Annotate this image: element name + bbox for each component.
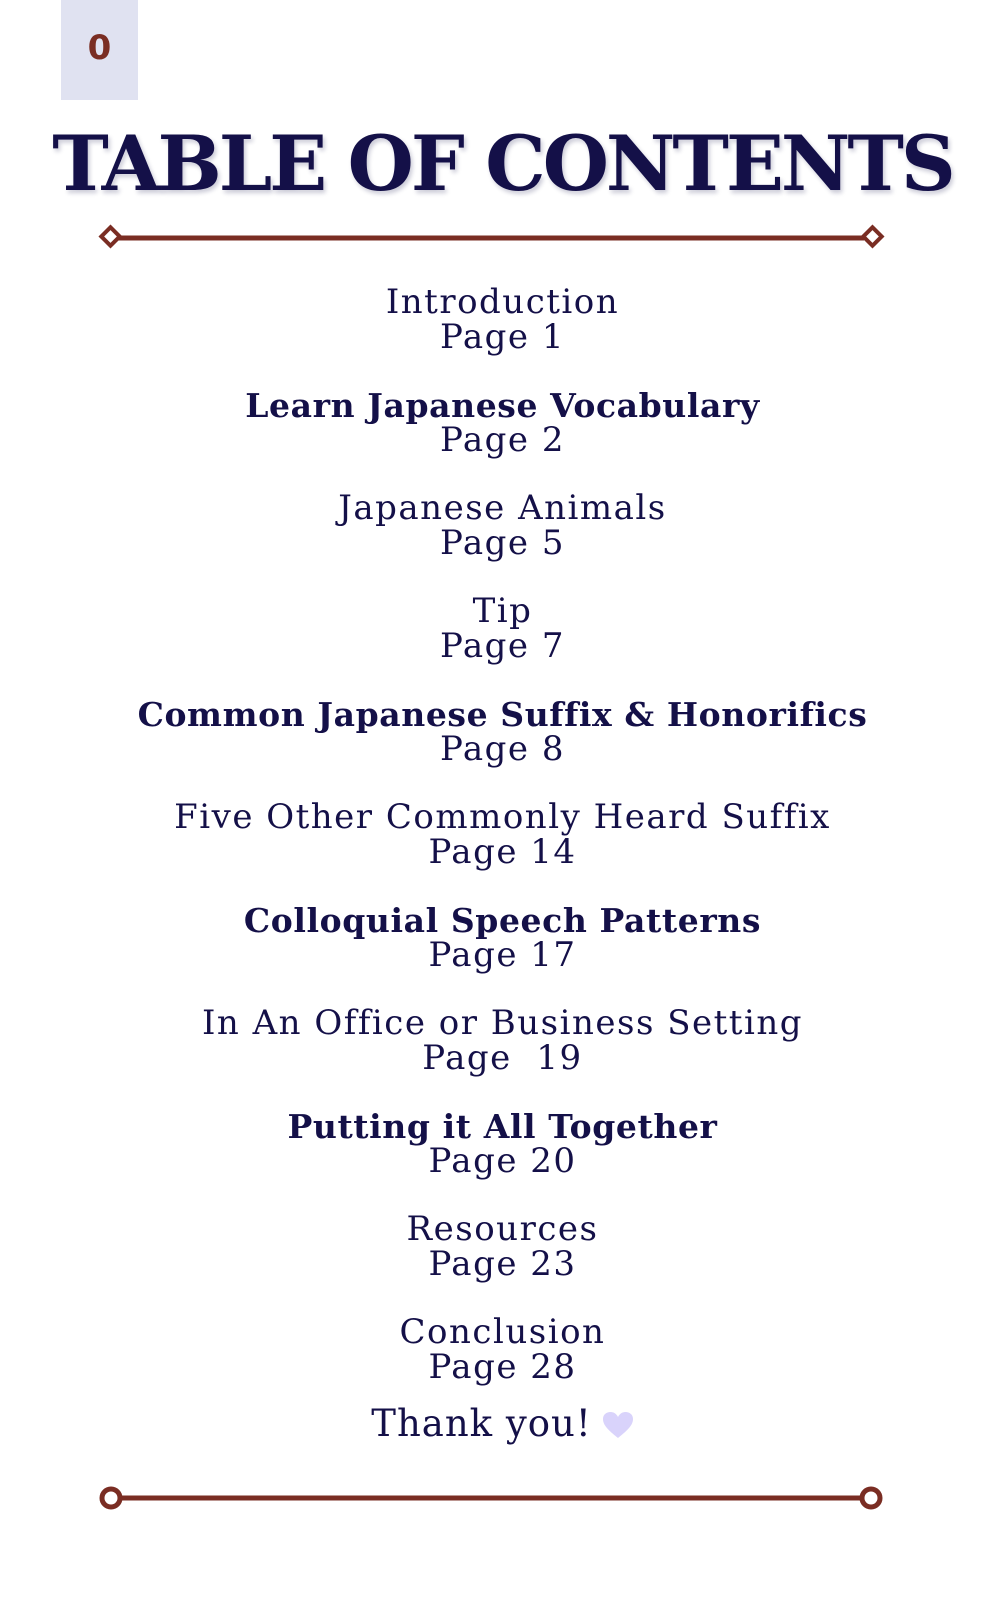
closing-text: Thank you!	[371, 1402, 592, 1445]
toc-entry[interactable]	[0, 282, 1005, 388]
toc-entry[interactable]	[0, 1209, 1005, 1315]
toc-entry[interactable]	[0, 488, 1005, 594]
diamond-icon	[863, 227, 881, 245]
toc-entry-page: Page 2	[440, 420, 565, 460]
toc-entry-title: Conclusion	[399, 1312, 606, 1352]
toc-entry-title: Tip	[472, 591, 533, 631]
top-divider	[0, 224, 1005, 264]
toc-list	[0, 282, 1005, 1418]
toc-entry-page: Page 8	[440, 729, 565, 769]
toc-entry[interactable]	[0, 697, 1005, 800]
toc-entry-page: Page 19	[422, 1038, 583, 1078]
toc-entry-title: In An Office or Business Setting	[201, 1003, 803, 1043]
toc-entry[interactable]	[0, 797, 1005, 903]
circle-icon	[102, 1489, 120, 1507]
page-title: TABLE OF CONTENTS	[52, 119, 953, 208]
bottom-divider	[0, 1484, 1005, 1524]
toc-entry-page: Page 1	[440, 317, 565, 357]
toc-entry-title: Common Japanese Suffix & Honorifics	[137, 695, 868, 734]
heart-icon	[602, 1407, 634, 1447]
page-number-tab	[61, 0, 138, 100]
toc-entry-title: Learn Japanese Vocabulary	[245, 386, 760, 425]
toc-entry-title: Resources	[406, 1209, 599, 1249]
toc-entry-page: Page 7	[440, 626, 565, 666]
toc-entry-page: Page 17	[428, 935, 577, 975]
toc-entry-page: Page 5	[440, 523, 565, 563]
toc-entry-page: Page 23	[428, 1244, 577, 1284]
toc-entry[interactable]	[0, 1109, 1005, 1212]
toc-entry-title: Colloquial Speech Patterns	[243, 901, 762, 940]
toc-entry[interactable]	[0, 903, 1005, 1006]
toc-entry-title: Putting it All Together	[287, 1107, 718, 1146]
toc-entry[interactable]	[0, 591, 1005, 697]
toc-entry[interactable]	[0, 1003, 1005, 1109]
diamond-icon	[101, 227, 119, 245]
toc-entry-page: Page 14	[428, 832, 577, 872]
toc-entry-title: Japanese Animals	[338, 488, 667, 528]
toc-entry-title: Five Other Commonly Heard Suffix	[174, 797, 831, 837]
circle-icon	[862, 1489, 880, 1507]
page-number: 0	[87, 28, 112, 68]
toc-entry[interactable]	[0, 388, 1005, 491]
toc-entry-title: Introduction	[385, 282, 620, 322]
closing-line	[0, 1404, 1005, 1447]
toc-entry-page: Page 28	[428, 1347, 577, 1387]
toc-entry-page: Page 20	[428, 1141, 577, 1181]
